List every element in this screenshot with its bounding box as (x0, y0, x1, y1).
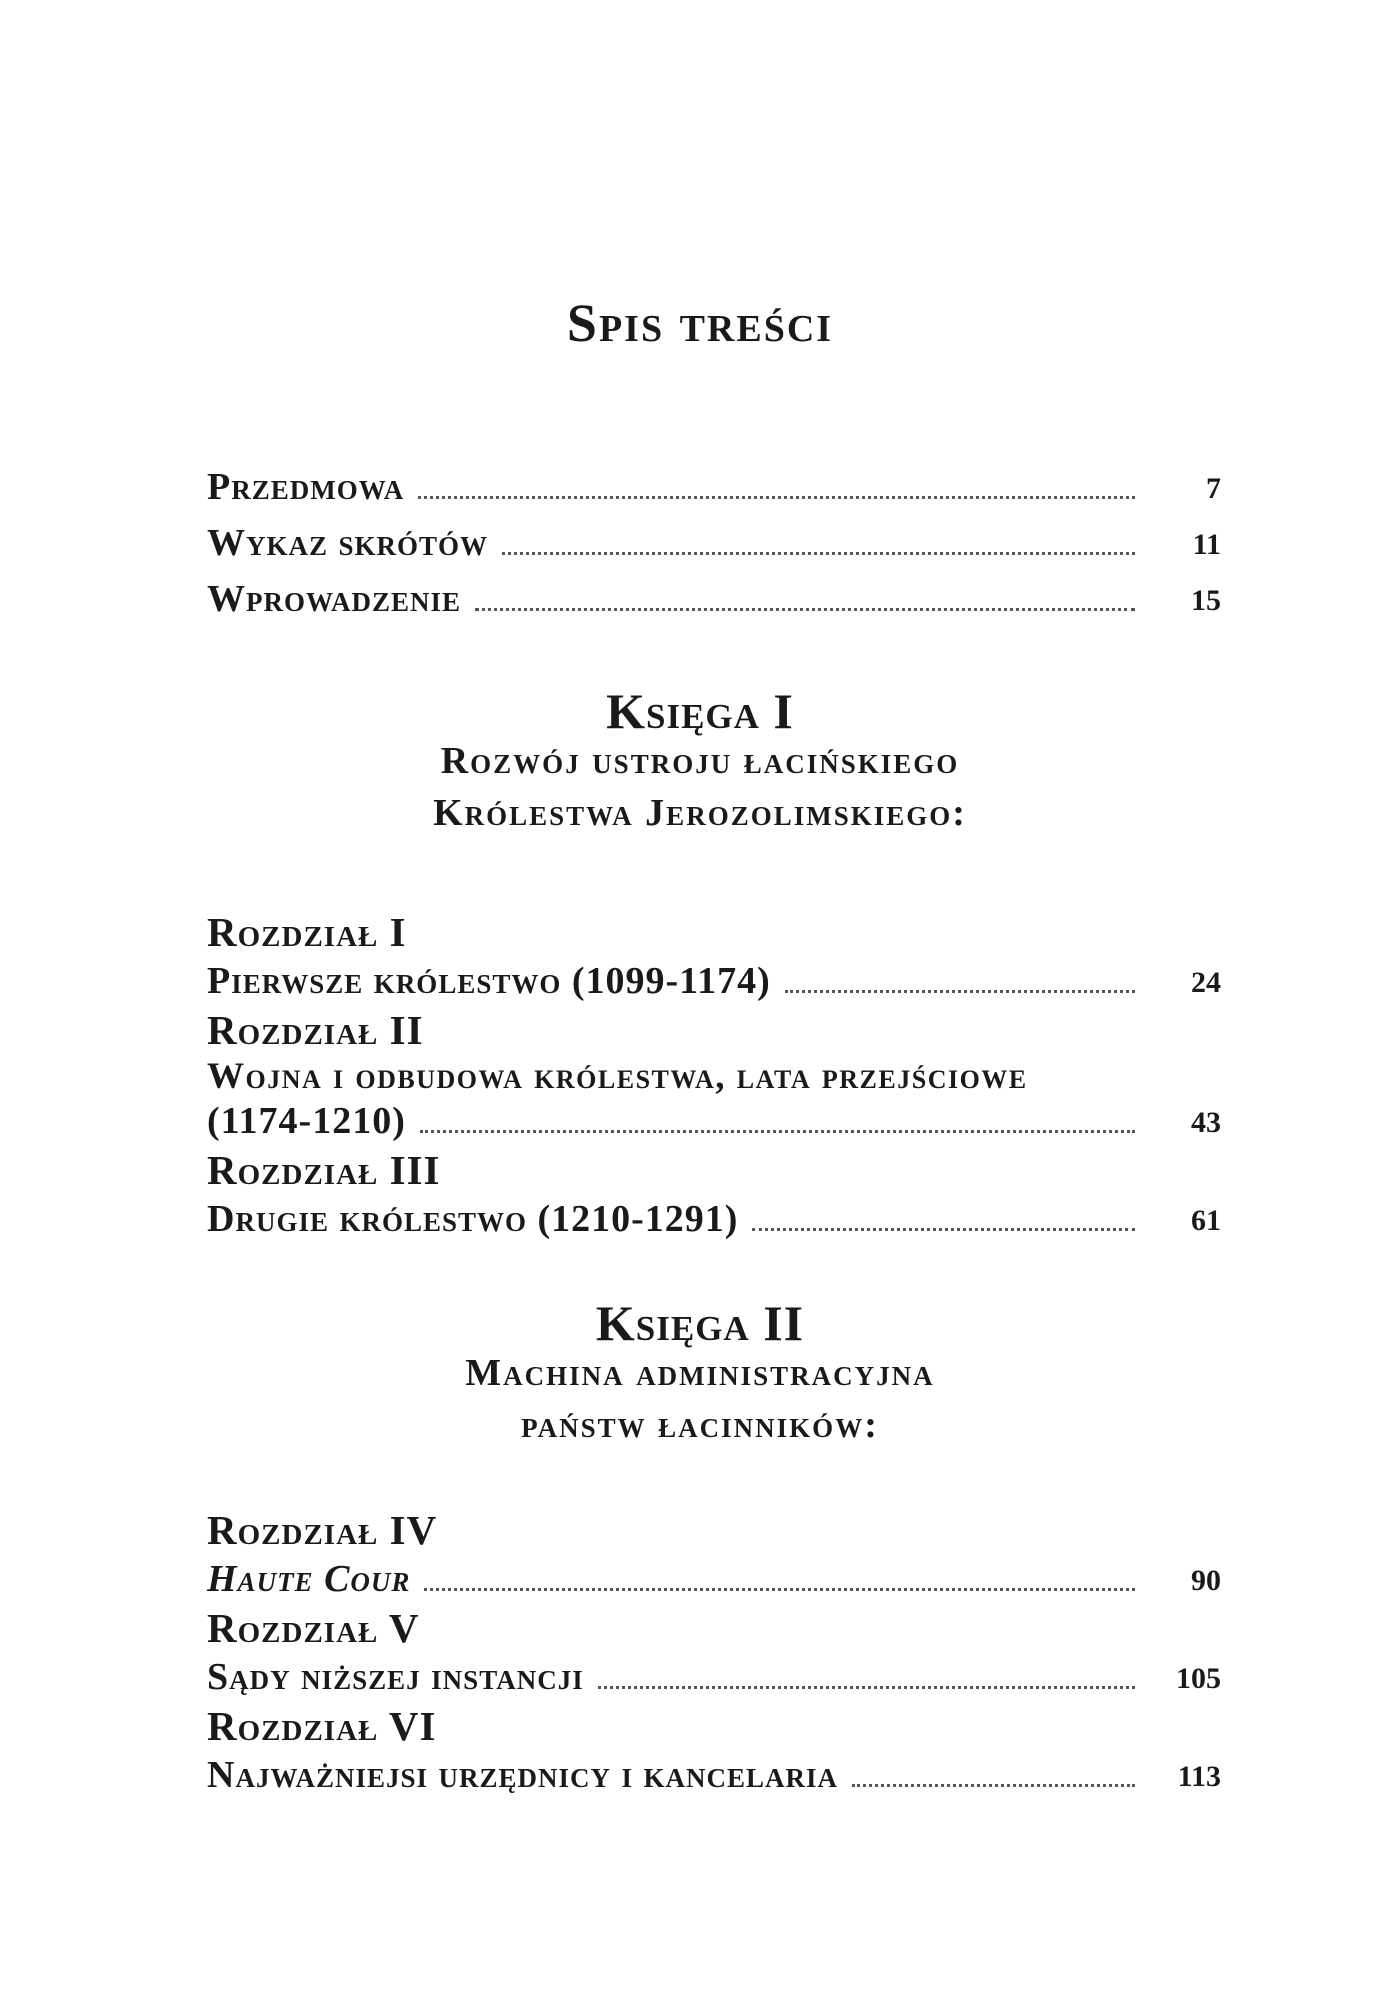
toc-entry-label: Haute Cour (207, 1558, 411, 1600)
dot-leader (752, 1228, 1135, 1231)
toc-entry-label: Drugie królestwo (1210-1291) (207, 1198, 739, 1240)
book-1-subtitle-line-2: Królestwa Jerozolimskiego: (433, 792, 967, 834)
chapter-2-title-line-1: Wojna i odbudowa królestwa, lata przejściowe (207, 1056, 1028, 1097)
toc-entry-label: Wprowadzenie (207, 578, 462, 620)
toc-entry-chapter-6 (207, 1746, 1221, 1794)
dot-leader (418, 496, 1135, 499)
toc-entry-chapter-4 (207, 1550, 1221, 1598)
toc-page-number: 24 (1191, 966, 1221, 999)
toc-page-number: 61 (1191, 1204, 1221, 1237)
toc-page-number: 11 (1192, 528, 1221, 561)
toc-entry-label: Najważniejsi urzędnicy i kancelaria (207, 1754, 839, 1796)
toc-entry-abbreviations (207, 514, 1221, 562)
toc-entry-label: Przedmowa (207, 466, 405, 508)
book-2-subtitle-line-1: Machina administracyjna (465, 1352, 935, 1394)
toc-entry-label: Sądy niższej instancji (207, 1656, 584, 1698)
dot-leader (502, 552, 1135, 555)
book-2-subtitle-line-2: państw łacinników: (521, 1404, 879, 1446)
toc-entry-label: Wykaz skrótów (207, 522, 489, 564)
toc-entry-chapter-3 (207, 1190, 1221, 1238)
chapter-3-heading: Rozdział III (207, 1147, 441, 1193)
chapter-2-heading: Rozdział II (207, 1007, 424, 1053)
toc-entry-chapter-2 (207, 1092, 1221, 1140)
chapter-4-heading: Rozdział IV (207, 1507, 438, 1553)
toc-page-number: 15 (1191, 584, 1221, 617)
dot-leader (475, 608, 1135, 611)
dot-leader (424, 1588, 1135, 1591)
toc-page-number: 105 (1176, 1662, 1221, 1695)
toc-entry-preface (207, 458, 1221, 506)
dot-leader (852, 1784, 1135, 1787)
toc-entry-introduction (207, 570, 1221, 618)
toc-page-number: 43 (1191, 1106, 1221, 1139)
chapter-6-heading: Rozdział VI (207, 1703, 437, 1749)
book-1-subtitle-line-1: Rozwój ustroju łacińskiego (440, 740, 960, 782)
chapter-5-heading: Rozdział V (207, 1605, 420, 1651)
toc-entry-label: (1174-1210) (207, 1100, 406, 1142)
toc-entry-chapter-5 (207, 1648, 1221, 1696)
toc-entry-chapter-1 (207, 952, 1221, 1000)
toc-entry-label: Pierwsze królestwo (1099-1174) (207, 960, 771, 1002)
dot-leader (420, 1130, 1135, 1133)
page-title: Spis treści (566, 293, 834, 353)
book-1-heading: Księga I (606, 683, 794, 739)
book-2-heading: Księga II (595, 1295, 805, 1351)
toc-page-number: 7 (1206, 472, 1221, 505)
dot-leader (785, 990, 1135, 993)
toc-page-number: 113 (1177, 1760, 1221, 1793)
toc-page-number: 90 (1191, 1564, 1221, 1597)
dot-leader (598, 1686, 1135, 1689)
chapter-1-heading: Rozdział I (207, 909, 407, 955)
